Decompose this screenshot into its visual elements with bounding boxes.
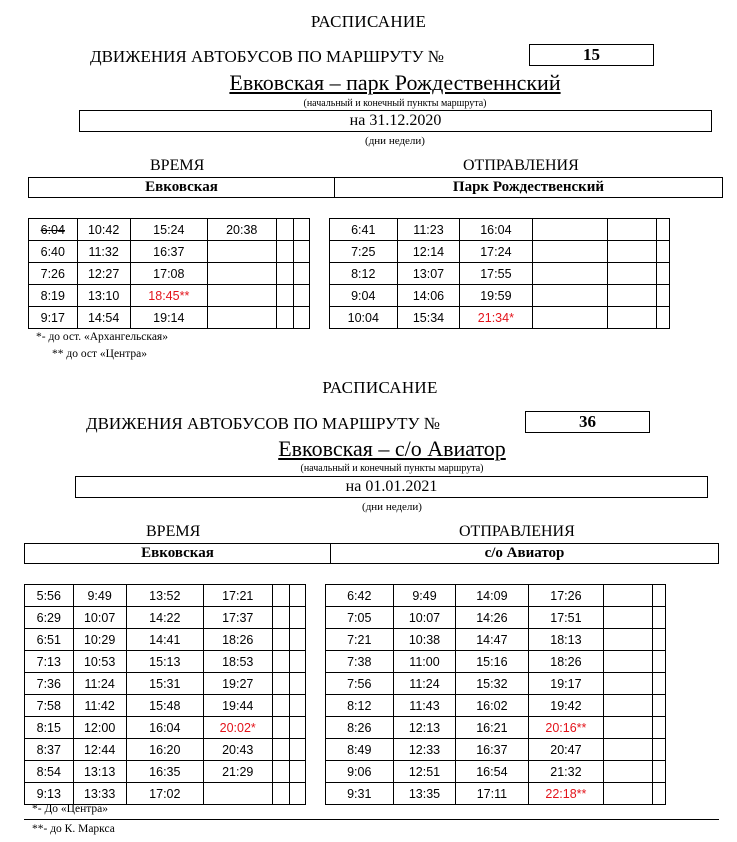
time-cell [272, 607, 290, 629]
time-cell: 9:06 [325, 761, 394, 783]
time-cell [656, 307, 669, 329]
time-cell: 8:37 [25, 739, 74, 761]
time-cell: 12:00 [73, 717, 126, 739]
route-name: Евковская – парк Рождественнский [229, 70, 561, 95]
time-cell [603, 629, 652, 651]
time-cell [603, 717, 652, 739]
time-cell: 11:23 [398, 219, 460, 241]
time-cell: 18:13 [528, 629, 603, 651]
time-cell: 10:38 [394, 629, 456, 651]
time-cell: 6:42 [325, 585, 394, 607]
time-cell: 17:55 [459, 263, 532, 285]
time-cell [652, 739, 665, 761]
time-cell: 17:08 [130, 263, 207, 285]
time-cell: 18:45** [130, 285, 207, 307]
time-cell [290, 673, 305, 695]
time-cell [603, 651, 652, 673]
table-row [25, 717, 719, 739]
time-cell: 17:37 [203, 607, 272, 629]
column-gap [309, 307, 329, 329]
time-cell: 20:02* [203, 717, 272, 739]
stop-a: Евковская [141, 545, 214, 561]
time-cell: 8:12 [329, 263, 398, 285]
time-cell [290, 629, 305, 651]
stop-a: Евковская [145, 179, 218, 195]
time-cell: 6:04 [29, 219, 78, 241]
time-cell: 10:29 [73, 629, 126, 651]
table-row [29, 307, 723, 329]
time-cell: 8:15 [25, 717, 74, 739]
time-cell: 13:52 [126, 585, 203, 607]
time-cell [656, 219, 669, 241]
time-cell [603, 673, 652, 695]
stops-header [24, 543, 719, 564]
time-cell [652, 629, 665, 651]
footnote-1: *- До «Центра» [32, 803, 109, 815]
time-cell: 12:44 [73, 739, 126, 761]
time-cell: 16:37 [455, 739, 528, 761]
time-cell [294, 263, 309, 285]
table-row [25, 585, 719, 607]
time-cell [290, 717, 305, 739]
time-cell [607, 219, 656, 241]
time-cell [656, 285, 669, 307]
time-cell: 14:54 [77, 307, 130, 329]
timetable-route-36 [24, 584, 719, 805]
time-cell [652, 695, 665, 717]
time-cell [276, 263, 294, 285]
time-cell: 19:27 [203, 673, 272, 695]
time-cell [290, 695, 305, 717]
time-cell: 21:29 [203, 761, 272, 783]
time-cell [290, 585, 305, 607]
time-cell: 20:38 [207, 219, 276, 241]
table-row [29, 241, 723, 263]
table-row [25, 761, 719, 783]
table-row [25, 739, 719, 761]
time-label: ВРЕМЯ [150, 157, 205, 174]
column-gap [305, 761, 325, 783]
time-cell: 10:04 [329, 307, 398, 329]
time-cell: 17:24 [459, 241, 532, 263]
column-gap [309, 241, 329, 263]
time-cell: 9:04 [329, 285, 398, 307]
time-cell [294, 285, 309, 307]
time-cell: 12:13 [394, 717, 456, 739]
time-cell [294, 241, 309, 263]
date-box: на 01.01.2021 [75, 476, 708, 498]
time-cell [276, 285, 294, 307]
time-cell: 14:47 [455, 629, 528, 651]
time-cell: 18:26 [203, 629, 272, 651]
column-gap [305, 629, 325, 651]
time-cell [207, 241, 276, 263]
table-row [25, 673, 719, 695]
time-cell: 20:47 [528, 739, 603, 761]
time-cell: 11:24 [394, 673, 456, 695]
time-cell: 9:31 [325, 783, 394, 805]
column-gap [305, 695, 325, 717]
time-cell: 9:17 [29, 307, 78, 329]
time-cell: 19:14 [130, 307, 207, 329]
time-cell [607, 307, 656, 329]
time-cell: 16:02 [455, 695, 528, 717]
time-cell: 7:36 [25, 673, 74, 695]
time-cell: 8:12 [325, 695, 394, 717]
time-cell: 8:19 [29, 285, 78, 307]
time-cell [290, 761, 305, 783]
footnote-2: **- до К. Маркса [32, 823, 115, 835]
time-cell [276, 241, 294, 263]
time-cell [276, 307, 294, 329]
time-cell: 13:07 [398, 263, 460, 285]
time-cell [272, 717, 290, 739]
time-cell: 16:20 [126, 739, 203, 761]
column-gap [309, 263, 329, 285]
time-cell: 16:04 [126, 717, 203, 739]
time-cell: 15:48 [126, 695, 203, 717]
time-cell: 13:10 [77, 285, 130, 307]
time-cell: 16:04 [459, 219, 532, 241]
time-cell: 17:51 [528, 607, 603, 629]
time-cell [652, 585, 665, 607]
table-row [25, 629, 719, 651]
table-row [29, 263, 723, 285]
route-name: Евковская – с/о Авиатор [278, 436, 506, 461]
route-label: ДВИЖЕНИЯ АВТОБУСОВ ПО МАРШРУТУ № [90, 47, 444, 66]
stop-b: с/о Авиатор [330, 544, 718, 563]
time-cell: 8:54 [25, 761, 74, 783]
time-label: ВРЕМЯ [146, 523, 201, 540]
time-cell [294, 307, 309, 329]
table-row [25, 607, 719, 629]
time-cell: 17:21 [203, 585, 272, 607]
time-cell: 11:43 [394, 695, 456, 717]
time-cell: 10:07 [394, 607, 456, 629]
column-gap [305, 739, 325, 761]
time-cell: 8:49 [325, 739, 394, 761]
time-cell [652, 607, 665, 629]
time-cell [294, 219, 309, 241]
time-cell [656, 241, 669, 263]
column-gap [305, 651, 325, 673]
column-gap [309, 285, 329, 307]
departure-label: ОТПРАВЛЕНИЯ [463, 157, 579, 174]
time-cell: 7:05 [325, 607, 394, 629]
time-cell [207, 307, 276, 329]
time-cell: 17:26 [528, 585, 603, 607]
time-cell [603, 607, 652, 629]
time-cell: 15:31 [126, 673, 203, 695]
schedule-title: РАСПИСАНИЕ [322, 378, 438, 397]
time-cell [276, 219, 294, 241]
time-cell: 20:16** [528, 717, 603, 739]
time-cell [532, 263, 607, 285]
departure-label: ОТПРАВЛЕНИЯ [459, 523, 575, 540]
time-cell: 19:44 [203, 695, 272, 717]
divider [24, 819, 719, 820]
time-cell [290, 783, 305, 805]
footnote-2: ** до ост «Центра» [52, 348, 147, 360]
time-cell: 12:27 [77, 263, 130, 285]
time-cell [532, 285, 607, 307]
time-cell: 16:54 [455, 761, 528, 783]
time-cell [272, 783, 290, 805]
time-cell [603, 783, 652, 805]
time-cell: 7:26 [29, 263, 78, 285]
time-cell: 21:32 [528, 761, 603, 783]
route-note: (начальный и конечный пункты маршрута) [300, 463, 484, 474]
time-cell: 7:38 [325, 651, 394, 673]
time-cell: 12:14 [398, 241, 460, 263]
time-cell: 7:58 [25, 695, 74, 717]
timetable-route-15 [28, 218, 723, 329]
time-cell: 10:07 [73, 607, 126, 629]
time-cell [272, 695, 290, 717]
time-cell [607, 263, 656, 285]
time-cell: 13:33 [73, 783, 126, 805]
time-cell [603, 585, 652, 607]
time-cell [603, 695, 652, 717]
time-cell: 12:51 [394, 761, 456, 783]
time-cell: 13:35 [394, 783, 456, 805]
time-cell: 17:02 [126, 783, 203, 805]
time-cell: 15:32 [455, 673, 528, 695]
time-cell: 19:17 [528, 673, 603, 695]
time-cell [652, 673, 665, 695]
time-cell [532, 307, 607, 329]
time-cell: 12:33 [394, 739, 456, 761]
time-cell: 7:21 [325, 629, 394, 651]
column-gap [309, 219, 329, 241]
time-cell [603, 739, 652, 761]
column-gap [305, 585, 325, 607]
time-cell [652, 783, 665, 805]
time-cell: 22:18** [528, 783, 603, 805]
time-cell: 16:35 [126, 761, 203, 783]
time-cell: 14:26 [455, 607, 528, 629]
time-cell [207, 263, 276, 285]
time-cell: 9:13 [25, 783, 74, 805]
time-cell [652, 761, 665, 783]
table-row [25, 695, 719, 717]
time-cell: 11:32 [77, 241, 130, 263]
time-cell [290, 739, 305, 761]
route-label: ДВИЖЕНИЯ АВТОБУСОВ ПО МАРШРУТУ № [86, 414, 440, 433]
time-cell: 9:49 [73, 585, 126, 607]
time-cell [652, 651, 665, 673]
time-cell: 8:26 [325, 717, 394, 739]
time-cell: 6:40 [29, 241, 78, 263]
time-cell: 11:24 [73, 673, 126, 695]
time-cell [207, 285, 276, 307]
time-cell: 10:42 [77, 219, 130, 241]
stop-b: Парк Рождественский [334, 178, 722, 197]
time-cell: 19:42 [528, 695, 603, 717]
time-cell: 9:49 [394, 585, 456, 607]
time-cell [656, 263, 669, 285]
time-cell [272, 585, 290, 607]
time-cell [290, 651, 305, 673]
column-gap [305, 607, 325, 629]
time-cell: 15:13 [126, 651, 203, 673]
time-cell [272, 629, 290, 651]
time-cell: 15:16 [455, 651, 528, 673]
time-cell [532, 241, 607, 263]
time-cell [607, 241, 656, 263]
time-cell [652, 717, 665, 739]
time-cell [203, 783, 272, 805]
time-cell: 15:24 [130, 219, 207, 241]
stops-header [28, 177, 723, 198]
time-cell: 5:56 [25, 585, 74, 607]
time-cell: 14:22 [126, 607, 203, 629]
time-cell [272, 739, 290, 761]
time-cell [290, 607, 305, 629]
schedule-title: РАСПИСАНИЕ [310, 12, 427, 31]
table-row [29, 219, 723, 241]
time-cell: 18:26 [528, 651, 603, 673]
time-cell [272, 761, 290, 783]
date-note: (дни недели) [362, 501, 422, 513]
time-cell: 7:13 [25, 651, 74, 673]
table-row [25, 651, 719, 673]
time-cell: 6:51 [25, 629, 74, 651]
time-cell: 6:29 [25, 607, 74, 629]
table-row [29, 285, 723, 307]
time-cell: 14:41 [126, 629, 203, 651]
route-number-box: 36 [525, 411, 650, 433]
date-note: (дни недели) [365, 135, 425, 147]
time-cell: 10:53 [73, 651, 126, 673]
time-cell [272, 673, 290, 695]
time-cell [603, 761, 652, 783]
time-cell: 14:09 [455, 585, 528, 607]
time-cell: 15:34 [398, 307, 460, 329]
route-note: (начальный и конечный пункты маршрута) [303, 98, 487, 109]
date-box: на 31.12.2020 [79, 110, 712, 132]
time-cell: 16:21 [455, 717, 528, 739]
time-cell: 11:00 [394, 651, 456, 673]
time-cell: 18:53 [203, 651, 272, 673]
time-cell: 11:42 [73, 695, 126, 717]
column-gap [305, 783, 325, 805]
table-row [25, 783, 719, 805]
route-number-box: 15 [529, 44, 654, 66]
time-cell: 17:11 [455, 783, 528, 805]
time-cell: 19:59 [459, 285, 532, 307]
time-cell: 7:56 [325, 673, 394, 695]
footnote-1: *- до ост. «Архангельская» [36, 331, 168, 343]
time-cell: 14:06 [398, 285, 460, 307]
time-cell: 7:25 [329, 241, 398, 263]
time-cell [532, 219, 607, 241]
time-cell: 6:41 [329, 219, 398, 241]
time-cell [607, 285, 656, 307]
column-gap [305, 673, 325, 695]
time-cell: 13:13 [73, 761, 126, 783]
time-cell [272, 651, 290, 673]
time-cell: 21:34* [459, 307, 532, 329]
time-cell: 20:43 [203, 739, 272, 761]
time-cell: 16:37 [130, 241, 207, 263]
column-gap [305, 717, 325, 739]
